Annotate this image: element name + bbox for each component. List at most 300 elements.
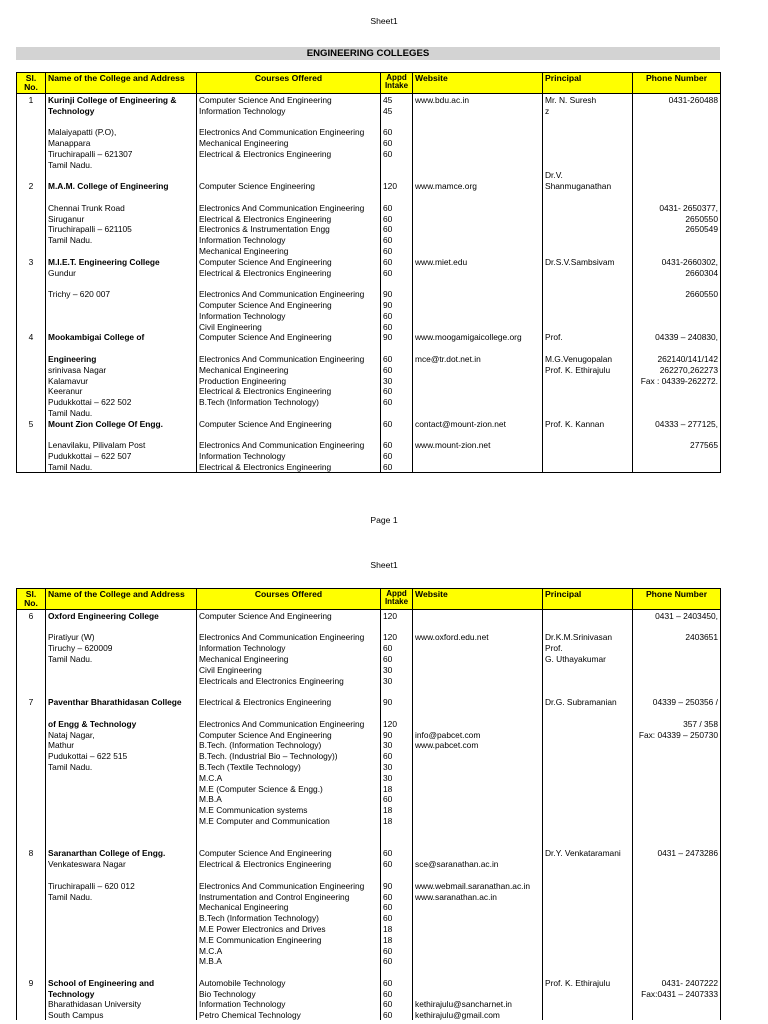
cell-website: www.mount-zion.net [413,440,543,451]
cell-sl-no: 4 [17,332,46,343]
cell-intake: 18 [381,815,413,826]
cell-intake: 60 [381,321,413,332]
cell-course [197,170,381,181]
cell-course: Bio Technology [197,988,381,999]
column-header-website: Website [413,73,543,94]
cell-phone [633,310,721,321]
cell-website [413,105,543,116]
cell-website [413,267,543,278]
cell-website [413,407,543,418]
cell-principal [543,202,633,213]
cell-phone: 0431- 2650377, [633,202,721,213]
colleges-table-page-2 [16,588,721,1020]
cell-college-name: Piratiyur (W) [46,632,197,643]
cell-course: M.E Computer and Communication [197,815,381,826]
cell-intake [381,707,413,718]
cell-website: www.saranathan.ac.in [413,891,543,902]
cell-college-name [46,429,197,440]
table-row [17,642,721,653]
cell-sl-no [17,213,46,224]
cell-sl-no: 5 [17,418,46,429]
cell-phone: 0431-2660302, [633,256,721,267]
cell-course: B.Tech (Information Technology) [197,912,381,923]
cell-phone: 357 / 358 [633,718,721,729]
cell-phone [633,772,721,783]
cell-course [197,159,381,170]
cell-college-name: Saranarthan College of Engg. [46,848,197,859]
cell-course [197,686,381,697]
table-row [17,267,721,278]
table-row [17,858,721,869]
cell-college-name [46,299,197,310]
table-row [17,116,721,127]
table-row [17,837,721,848]
cell-phone [633,653,721,664]
cell-course: Computer Science And Engineering [197,729,381,740]
cell-course [197,116,381,127]
table-row [17,988,721,999]
cell-college-name: of Engg & Technology [46,718,197,729]
cell-college-name: Lenavilaku, Pilivalam Post [46,440,197,451]
cell-phone [633,707,721,718]
cell-intake: 60 [381,891,413,902]
cell-phone: 2660550 [633,288,721,299]
column-header-phone: Phone Number [633,73,721,94]
cell-college-name [46,815,197,826]
cell-sl-no [17,642,46,653]
cell-principal [543,923,633,934]
table-row [17,310,721,321]
cell-phone [633,858,721,869]
cell-website [413,653,543,664]
cell-intake [381,159,413,170]
cell-intake: 60 [381,461,413,472]
cell-intake [381,116,413,127]
table-row [17,848,721,859]
cell-course: Electronics And Communication Engineering [197,440,381,451]
cell-sl-no [17,396,46,407]
column-header-college-name: Name of the College and Address [46,73,197,94]
cell-sl-no [17,407,46,418]
cell-college-name: Mathur [46,740,197,751]
cell-sl-no [17,869,46,880]
table-row [17,729,721,740]
table-row [17,256,721,267]
cell-website [413,342,543,353]
spreadsheet-page-2 [0,520,768,1024]
cell-phone [633,966,721,977]
table-row [17,1009,721,1020]
cell-principal [543,450,633,461]
cell-intake: 60 [381,245,413,256]
cell-intake: 30 [381,375,413,386]
cell-college-name: Pudukottai – 622 515 [46,750,197,761]
table-row [17,610,721,621]
cell-website [413,213,543,224]
cell-intake: 60 [381,653,413,664]
cell-website [413,148,543,159]
cell-website [413,159,543,170]
cell-sl-no [17,126,46,137]
cell-intake: 60 [381,213,413,224]
cell-principal [543,191,633,202]
cell-phone: 2650550 [633,213,721,224]
cell-sl-no [17,429,46,440]
cell-course: Electronics & Instrumentation Engg [197,224,381,235]
cell-college-name: Tiruchirapalli – 620 012 [46,880,197,891]
cell-phone: 04339 – 240830, [633,332,721,343]
table-row [17,956,721,967]
cell-college-name [46,934,197,945]
cell-website [413,718,543,729]
table-row [17,772,721,783]
cell-sl-no [17,191,46,202]
cell-principal [543,826,633,837]
cell-phone [633,880,721,891]
cell-college-name: Tamil Nadu. [46,234,197,245]
cell-principal [543,288,633,299]
cell-intake: 60 [381,440,413,451]
cell-college-name [46,707,197,718]
cell-intake [381,826,413,837]
cell-college-name: Venkateswara Nagar [46,858,197,869]
cell-course [197,429,381,440]
cell-principal [543,396,633,407]
cell-sl-no [17,934,46,945]
cell-intake [381,429,413,440]
cell-website [413,321,543,332]
cell-website [413,234,543,245]
cell-course: Computer Science And Engineering [197,610,381,621]
cell-college-name: Tamil Nadu. [46,653,197,664]
cell-phone: Fax:0431 – 2407333 [633,988,721,999]
table-row [17,375,721,386]
column-header-intake: Appd Intake [381,73,413,94]
table-row [17,288,721,299]
cell-principal [543,804,633,815]
cell-course: Mechanical Engineering [197,653,381,664]
cell-sl-no: 1 [17,94,46,105]
table-row [17,299,721,310]
cell-course: Electrical & Electronics Engineering [197,461,381,472]
cell-principal [543,891,633,902]
cell-phone [633,804,721,815]
cell-sl-no [17,718,46,729]
cell-phone: 0431 – 2473286 [633,848,721,859]
cell-principal [543,386,633,397]
cell-website [413,450,543,461]
cell-principal [543,729,633,740]
cell-phone: 2403651 [633,632,721,643]
column-header-principal: Principal [543,589,633,610]
table-row [17,966,721,977]
cell-college-name [46,912,197,923]
cell-website [413,869,543,880]
cell-sl-no [17,116,46,127]
colleges-table-page-1 [16,72,721,473]
cell-principal [543,750,633,761]
cell-intake: 60 [381,945,413,956]
cell-sl-no [17,342,46,353]
cell-phone [633,245,721,256]
cell-college-name [46,321,197,332]
table-row [17,342,721,353]
cell-principal: Prof. [543,642,633,653]
cell-principal [543,407,633,418]
cell-website [413,191,543,202]
cell-phone [633,407,721,418]
cell-phone [633,815,721,826]
column-header-course: Courses Offered [197,589,381,610]
cell-college-name [46,245,197,256]
cell-principal [543,912,633,923]
cell-sl-no [17,653,46,664]
cell-website [413,224,543,235]
cell-sl-no [17,224,46,235]
cell-principal: Shanmuganathan [543,180,633,191]
cell-phone [633,783,721,794]
cell-website [413,675,543,686]
cell-course: Mechanical Engineering [197,245,381,256]
cell-intake: 60 [381,137,413,148]
cell-website [413,288,543,299]
cell-college-name: Manappara [46,137,197,148]
table-row [17,783,721,794]
table-row [17,912,721,923]
cell-course: M.B.A [197,956,381,967]
column-header-sl-no: Sl. No. [17,589,46,610]
cell-phone [633,170,721,181]
cell-college-name: Kalamavur [46,375,197,386]
cell-intake: 45 [381,94,413,105]
table-row [17,126,721,137]
cell-phone [633,429,721,440]
cell-phone [633,137,721,148]
cell-sl-no [17,912,46,923]
cell-website: www.moogamigaicollege.org [413,332,543,343]
cell-college-name [46,783,197,794]
cell-principal [543,772,633,783]
cell-principal [543,267,633,278]
cell-course: Computer Science And Engineering [197,332,381,343]
cell-website: contact@mount-zion.net [413,418,543,429]
cell-intake: 18 [381,923,413,934]
cell-principal [543,858,633,869]
cell-sl-no [17,772,46,783]
cell-intake: 60 [381,310,413,321]
cell-principal [543,718,633,729]
cell-website [413,837,543,848]
cell-phone [633,116,721,127]
cell-course: Computer Science And Engineering [197,94,381,105]
cell-intake [381,170,413,181]
cell-phone [633,159,721,170]
cell-sl-no [17,234,46,245]
cell-phone [633,750,721,761]
cell-principal: Mr. N. Suresh [543,94,633,105]
cell-website [413,621,543,632]
cell-course: B.Tech (Textile Technology) [197,761,381,772]
table-row [17,407,721,418]
cell-website [413,988,543,999]
cell-principal [543,869,633,880]
cell-principal [543,116,633,127]
cell-principal [543,740,633,751]
cell-college-name [46,966,197,977]
cell-website: kethirajulu@gmail.com [413,1009,543,1020]
cell-course: M.C.A [197,772,381,783]
cell-course: Information Technology [197,450,381,461]
cell-principal [543,375,633,386]
cell-intake: 60 [381,396,413,407]
cell-principal [543,966,633,977]
cell-intake [381,191,413,202]
cell-sl-no [17,783,46,794]
cell-sl-no [17,288,46,299]
cell-college-name: Technology [46,105,197,116]
cell-principal [543,880,633,891]
cell-course: Electronics And Communication Engineering [197,632,381,643]
cell-phone [633,126,721,137]
cell-principal: Dr.Y. Venkataramani [543,848,633,859]
cell-phone [633,386,721,397]
cell-sl-no [17,621,46,632]
cell-course: Computer Science And Engineering [197,848,381,859]
table-row [17,686,721,697]
cell-intake: 90 [381,299,413,310]
table-row [17,653,721,664]
cell-college-name: Tiruchy – 620009 [46,642,197,653]
cell-principal [543,137,633,148]
cell-website [413,610,543,621]
cell-sl-no [17,707,46,718]
cell-phone [633,686,721,697]
cell-intake: 60 [381,988,413,999]
cell-college-name [46,278,197,289]
cell-website [413,815,543,826]
cell-principal [543,234,633,245]
cell-phone [633,299,721,310]
cell-college-name [46,902,197,913]
table-row [17,94,721,105]
table-row [17,418,721,429]
cell-course: Electricals and Electronics Engineering [197,675,381,686]
cell-principal [543,610,633,621]
cell-course: Mechanical Engineering [197,137,381,148]
cell-college-name [46,170,197,181]
cell-phone: 0431-260488 [633,94,721,105]
column-header-college-name: Name of the College and Address [46,589,197,610]
cell-principal: Prof. K. Ethirajulu [543,977,633,988]
cell-sl-no [17,880,46,891]
cell-principal [543,213,633,224]
cell-course: Electronics And Communication Engineering [197,353,381,364]
cell-college-name: Tamil Nadu. [46,761,197,772]
table-row [17,105,721,116]
cell-principal [543,126,633,137]
table-row [17,740,721,751]
cell-intake [381,869,413,880]
cell-principal: Dr.G. Subramanian [543,696,633,707]
cell-phone: Fax : 04339-262272. [633,375,721,386]
cell-website [413,202,543,213]
cell-principal [543,815,633,826]
column-header-website: Website [413,589,543,610]
cell-intake: 90 [381,880,413,891]
cell-sl-no [17,440,46,451]
column-header-intake: Appd Intake [381,589,413,610]
cell-phone [633,278,721,289]
cell-sl-no [17,267,46,278]
cell-sl-no [17,761,46,772]
cell-intake: 60 [381,912,413,923]
cell-college-name [46,794,197,805]
cell-website [413,707,543,718]
cell-phone: 0431- 2407222 [633,977,721,988]
cell-principal [543,310,633,321]
cell-college-name [46,686,197,697]
cell-intake: 60 [381,256,413,267]
cell-college-name: Pudukkottai – 622 507 [46,450,197,461]
cell-course [197,707,381,718]
table-row [17,170,721,181]
table-row [17,159,721,170]
table-row [17,794,721,805]
cell-intake: 18 [381,783,413,794]
cell-website: kethirajulu@sancharnet.in [413,999,543,1010]
cell-sl-no [17,750,46,761]
cell-college-name: srinivasa Nagar [46,364,197,375]
table-row [17,632,721,643]
cell-phone [633,461,721,472]
cell-course: Information Technology [197,105,381,116]
cell-principal [543,440,633,451]
cell-sl-no [17,664,46,675]
cell-phone [633,912,721,923]
cell-college-name [46,675,197,686]
cell-intake [381,686,413,697]
table-row [17,902,721,913]
cell-intake: 90 [381,696,413,707]
cell-phone [633,902,721,913]
cell-sl-no [17,148,46,159]
table-row [17,621,721,632]
cell-principal [543,707,633,718]
cell-website [413,116,543,127]
cell-sl-no: 6 [17,610,46,621]
cell-website [413,794,543,805]
table-row [17,278,721,289]
sheet-label: Sheet1 [370,560,398,570]
table-row [17,440,721,451]
cell-sl-no [17,686,46,697]
cell-sl-no [17,815,46,826]
cell-course: Computer Science And Engineering [197,256,381,267]
table-row [17,707,721,718]
cell-principal [543,245,633,256]
cell-phone [633,396,721,407]
cell-sl-no [17,170,46,181]
cell-phone [633,664,721,675]
cell-intake: 120 [381,718,413,729]
table-row [17,321,721,332]
cell-website [413,364,543,375]
cell-website [413,945,543,956]
cell-sl-no [17,375,46,386]
cell-sl-no [17,740,46,751]
cell-course: Mechanical Engineering [197,902,381,913]
cell-sl-no [17,923,46,934]
